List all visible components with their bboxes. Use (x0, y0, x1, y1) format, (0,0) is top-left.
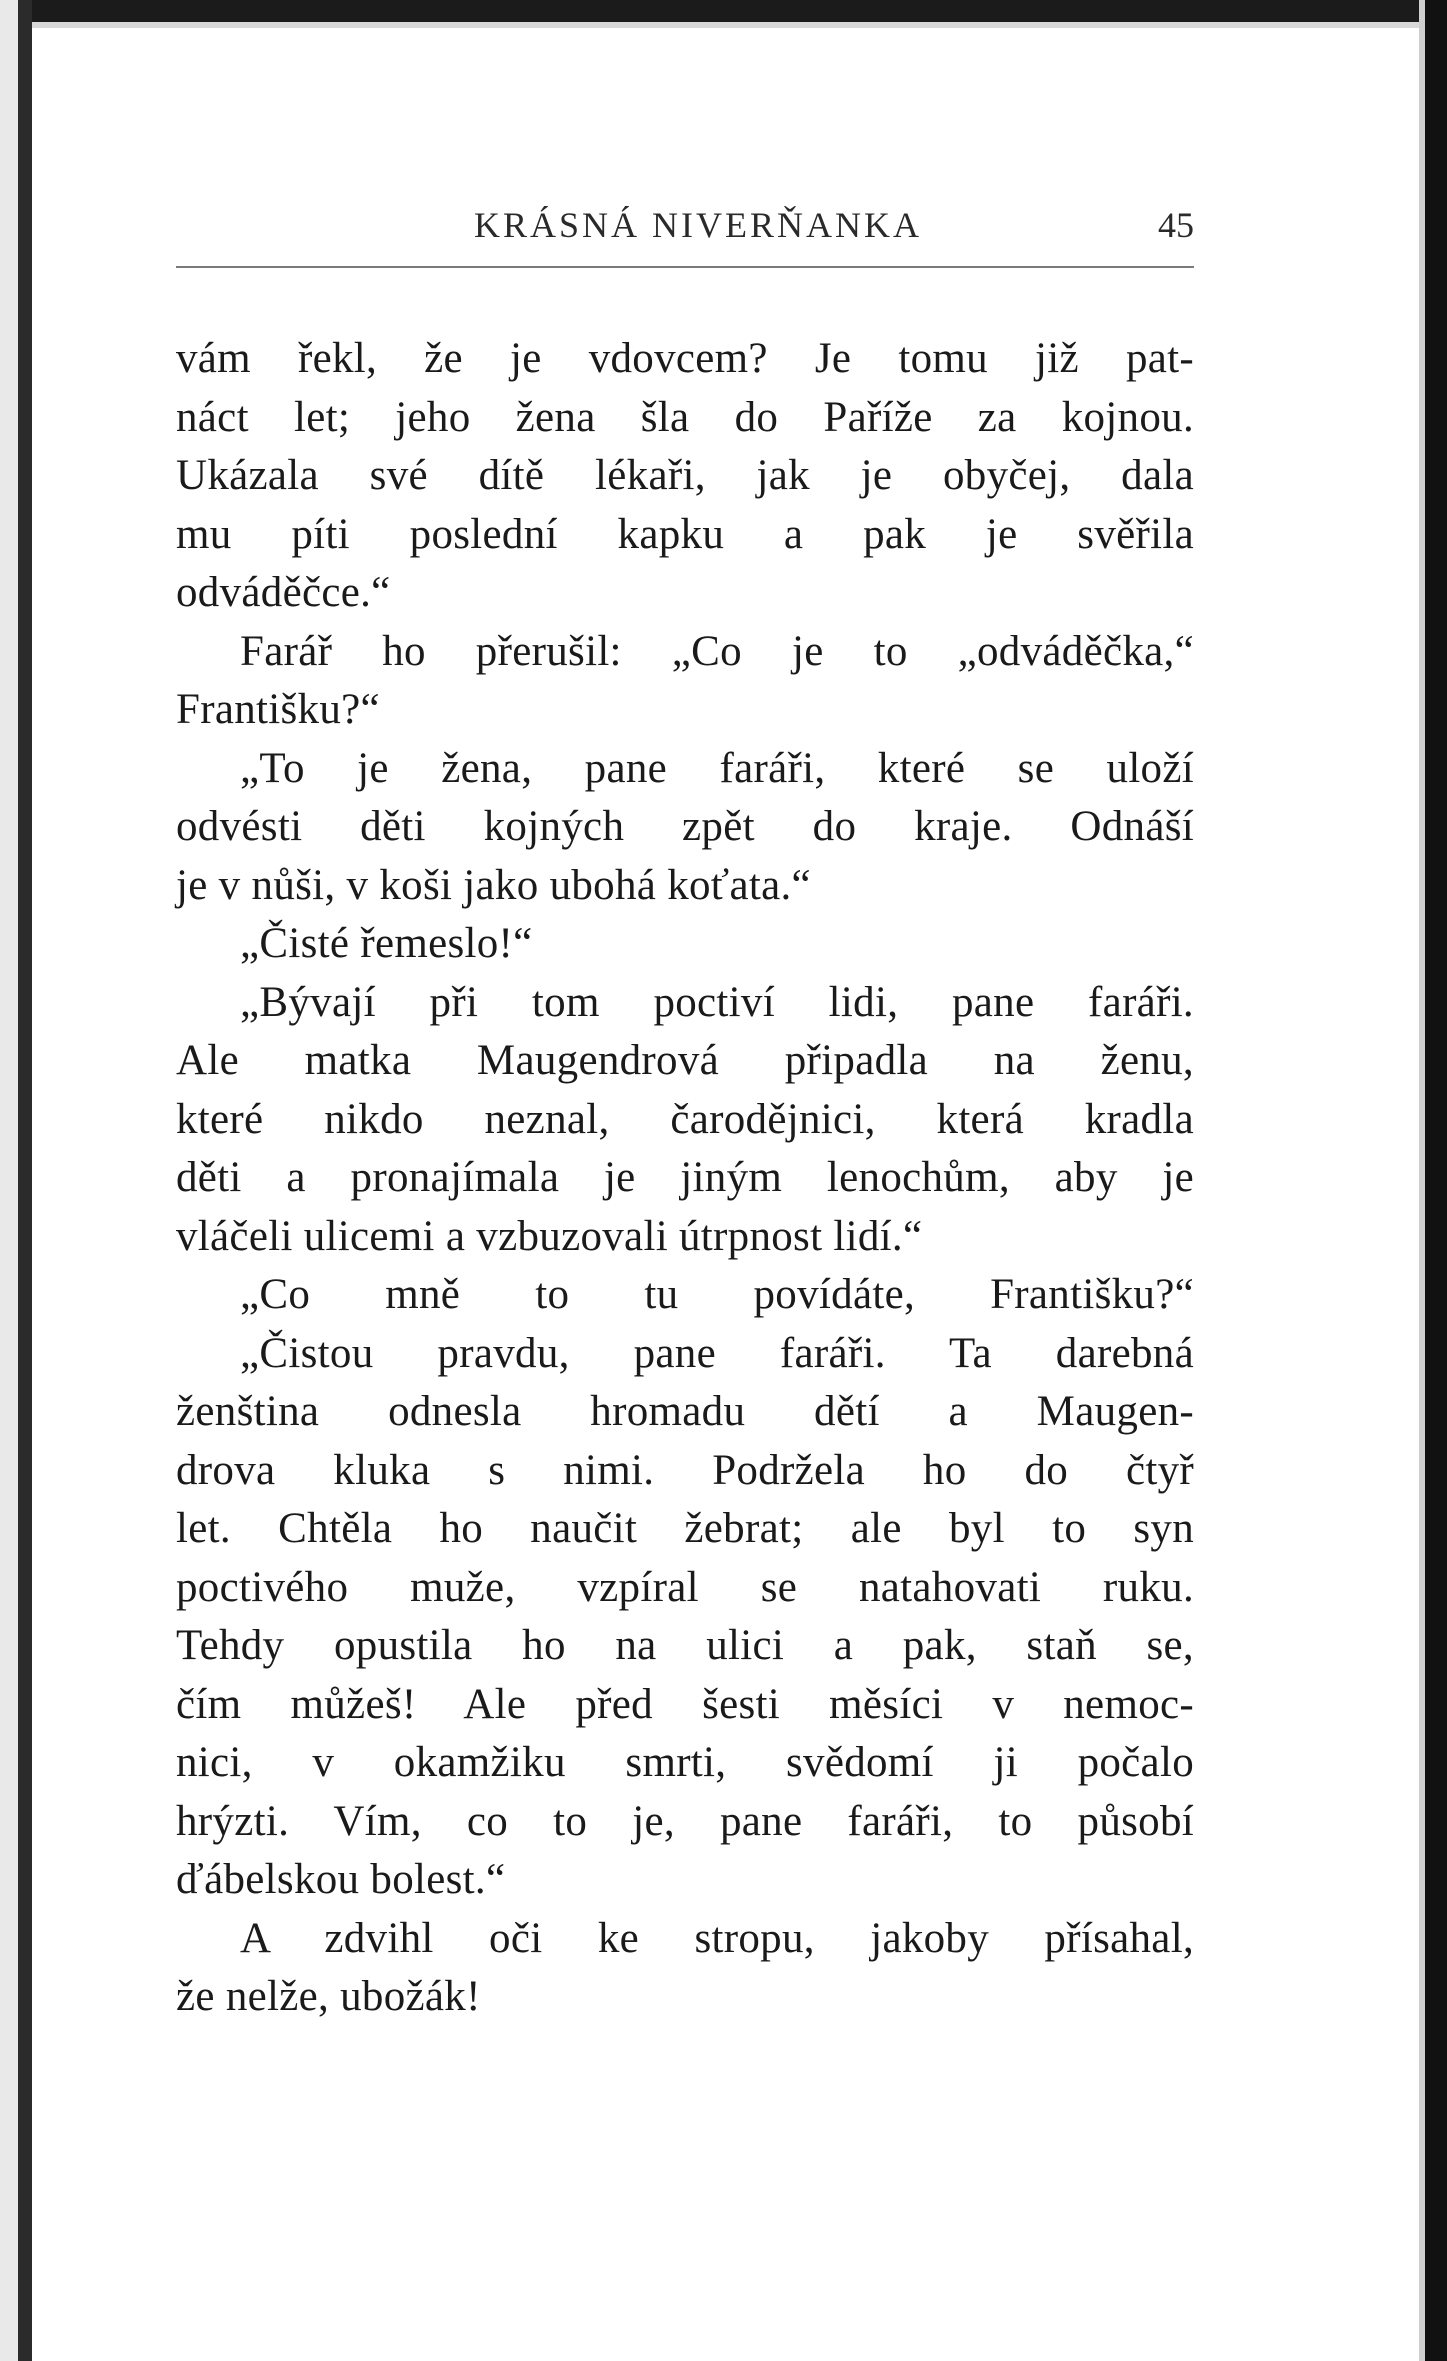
body-text (176, 330, 1194, 2027)
page-header (176, 204, 1194, 254)
scan-edge-left (18, 0, 32, 2361)
text-line: Ale matka Maugendrová připadla na ženu, (176, 1037, 1194, 1084)
text-line: vláčeli ulicemi a vzbuzovali útrpnost lidí.“ (176, 1212, 923, 1260)
text-line: A zdvihl oči ke stropu, jakoby přísahal, (240, 1914, 1194, 1962)
text-line: Tehdy opustila ho na ulici a pak, staň se, (176, 1622, 1194, 1669)
text-line: ďábelskou bolest.“ (176, 1856, 506, 1903)
text-line: „Co mně to tu povídáte, Františku?“ (240, 1271, 1194, 1318)
text-line: let. Chtěla ho naučit žebrat; ale byl to syn (176, 1505, 1194, 1552)
text-line: poctivého muže, vzpíral se natahovati ruku. (176, 1563, 1194, 1611)
text-line: které nikdo neznal, čarodějnici, která kradla (176, 1095, 1194, 1143)
text-line: „Čisté řemeslo!“ (240, 920, 533, 967)
header-rule (176, 266, 1194, 268)
text-line: Františku?“ (176, 686, 380, 733)
text-line: odvésti děti kojných zpět do kraje. Odnáší (176, 803, 1194, 850)
scan-margin-left (0, 0, 18, 2361)
text-line: že nelže, ubožák! (176, 1973, 481, 2020)
text-line: vám řekl, že je vdovcem? Je tomu již pat- (176, 335, 1194, 382)
text-line: mu píti poslední kapku a pak je svěřila (176, 510, 1194, 558)
book-page (176, 0, 1194, 2361)
text-line: Farář ho přerušil: „Co je to „odváděčka,“ (240, 627, 1194, 675)
scan-edge-right (1425, 0, 1447, 2361)
text-line: nici, v okamžiku smrti, svědomí ji počalo (176, 1739, 1194, 1786)
text-line: odváděčce.“ (176, 569, 391, 616)
page-number: 45 (1158, 205, 1194, 245)
text-line: hrýzti. Vím, co to je, pane faráři, to působí (176, 1797, 1194, 1845)
text-line: „To je žena, pane faráři, které se uloží (240, 744, 1194, 792)
text-line: ženština odnesla hromadu dětí a Maugen- (176, 1388, 1194, 1435)
text-line: „Čistou pravdu, pane faráři. Ta darebná (240, 1329, 1194, 1377)
text-line: „Bývají při tom poctiví lidi, pane faráři. (240, 978, 1194, 1026)
text-line: drova kluka s nimi. Podržela ho do čtyř (176, 1446, 1194, 1494)
text-line: je v nůši, v koši jako ubohá koťata.“ (176, 861, 811, 909)
running-title: KRÁSNÁ NIVERŇANKA (474, 205, 923, 245)
text-line: děti a pronajímala je jiným lenochům, aby je (176, 1154, 1194, 1201)
text-line: čím můžeš! Ale před šesti měsíci v nemoc- (176, 1680, 1194, 1728)
text-line: Ukázala své dítě lékaři, jak je obyčej, dala (176, 452, 1194, 499)
text-line: náct let; jeho žena šla do Paříže za kojnou. (176, 393, 1194, 441)
